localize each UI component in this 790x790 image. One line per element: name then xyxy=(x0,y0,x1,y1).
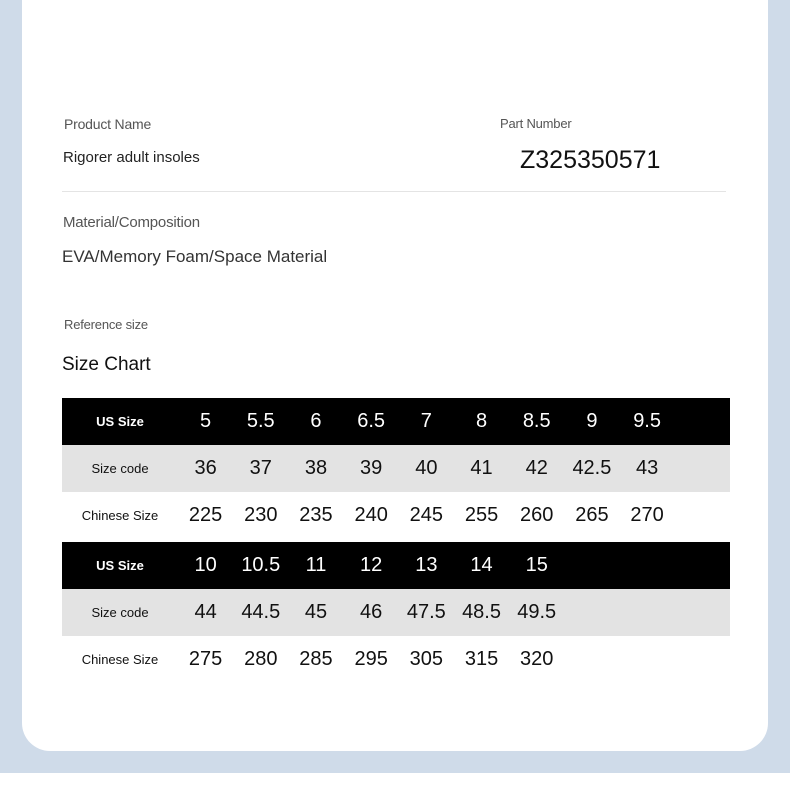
size-cell xyxy=(564,636,619,683)
info-card xyxy=(22,0,768,751)
size-cell: 245 xyxy=(399,492,454,539)
size-code-row xyxy=(62,589,730,636)
size-cell: 39 xyxy=(344,445,399,492)
size-cell: 47.5 xyxy=(399,589,454,636)
size-code-row xyxy=(62,445,730,492)
reference-size-label: Reference size xyxy=(64,317,148,332)
product-name-value: Rigorer adult insoles xyxy=(63,149,200,166)
size-cell xyxy=(620,589,675,636)
size-cell xyxy=(620,636,675,683)
product-name-label: Product Name xyxy=(64,116,152,132)
size-cell: 45 xyxy=(288,589,343,636)
size-cell: 36 xyxy=(178,445,233,492)
size-cell xyxy=(675,398,730,445)
size-cell: 270 xyxy=(620,492,675,539)
size-cell xyxy=(620,542,675,589)
size-cell: 265 xyxy=(564,492,619,539)
size-cell: 6 xyxy=(288,398,343,445)
size-cell: 42.5 xyxy=(564,445,619,492)
size-cell: 5 xyxy=(178,398,233,445)
row-label: Chinese Size xyxy=(62,492,178,539)
size-cell: 44.5 xyxy=(233,589,288,636)
part-number-value: Z325350571 xyxy=(520,146,661,174)
material-value: EVA/Memory Foam/Space Material xyxy=(62,247,328,266)
size-cell: 42 xyxy=(509,445,564,492)
size-cell xyxy=(675,589,730,636)
size-cell: 315 xyxy=(454,636,509,683)
size-cell: 8 xyxy=(454,398,509,445)
size-cell: 14 xyxy=(454,542,509,589)
size-cell: 10.5 xyxy=(233,542,288,589)
size-cell: 15 xyxy=(509,542,564,589)
size-cell: 280 xyxy=(233,636,288,683)
size-cell: 7 xyxy=(399,398,454,445)
material-label: Material/Composition xyxy=(63,214,200,231)
chinese-size-row xyxy=(62,492,730,539)
size-cell xyxy=(675,542,730,589)
size-cell: 49.5 xyxy=(509,589,564,636)
size-cell: 38 xyxy=(288,445,343,492)
size-chart-title: Size Chart xyxy=(62,354,151,375)
size-cell xyxy=(675,636,730,683)
size-cell: 285 xyxy=(288,636,343,683)
size-cell: 6.5 xyxy=(344,398,399,445)
row-label: Chinese Size xyxy=(62,636,178,683)
size-cell: 44 xyxy=(178,589,233,636)
size-cell xyxy=(564,589,619,636)
size-cell: 40 xyxy=(399,445,454,492)
size-cell: 295 xyxy=(344,636,399,683)
size-cell xyxy=(564,542,619,589)
size-cell: 5.5 xyxy=(233,398,288,445)
row-label: US Size xyxy=(62,398,178,445)
size-cell: 320 xyxy=(509,636,564,683)
size-cell: 240 xyxy=(344,492,399,539)
part-number-label: Part Number xyxy=(500,116,572,131)
size-cell: 260 xyxy=(509,492,564,539)
size-cell: 11 xyxy=(288,542,343,589)
size-cell: 46 xyxy=(344,589,399,636)
size-cell: 235 xyxy=(288,492,343,539)
size-table-1 xyxy=(62,398,730,539)
size-cell: 37 xyxy=(233,445,288,492)
size-cell: 10 xyxy=(178,542,233,589)
size-cell: 230 xyxy=(233,492,288,539)
size-table-2 xyxy=(62,542,730,683)
size-cell: 9 xyxy=(564,398,619,445)
size-cell xyxy=(675,492,730,539)
row-label: US Size xyxy=(62,542,178,589)
size-cell: 12 xyxy=(344,542,399,589)
row-label: Size code xyxy=(62,445,178,492)
size-cell: 48.5 xyxy=(454,589,509,636)
size-cell: 225 xyxy=(178,492,233,539)
us-size-row xyxy=(62,398,730,445)
size-cell xyxy=(675,445,730,492)
size-cell: 9.5 xyxy=(620,398,675,445)
section-divider xyxy=(62,191,726,192)
size-cell: 305 xyxy=(399,636,454,683)
size-cell: 8.5 xyxy=(509,398,564,445)
size-cell: 43 xyxy=(620,445,675,492)
size-cell: 255 xyxy=(454,492,509,539)
size-cell: 275 xyxy=(178,636,233,683)
size-cell: 41 xyxy=(454,445,509,492)
chinese-size-row xyxy=(62,636,730,683)
us-size-row xyxy=(62,542,730,589)
size-cell: 13 xyxy=(399,542,454,589)
row-label: Size code xyxy=(62,589,178,636)
